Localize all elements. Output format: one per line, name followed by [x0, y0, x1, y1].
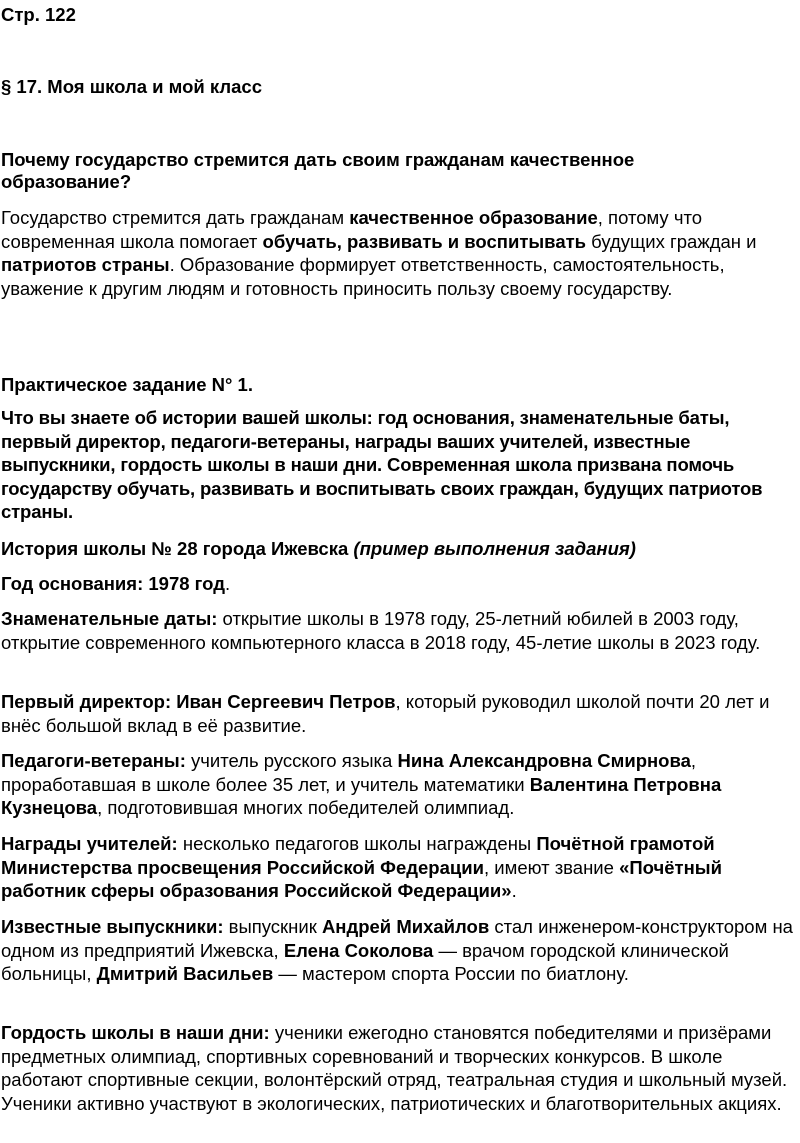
- text-segment: , который руководил школой почти 20 лет и внёс большой вклад в её развитие.: [1, 691, 770, 736]
- veterans-paragraph: [1, 749, 798, 820]
- bold-text-segment: патриотов страны: [1, 254, 170, 275]
- text-segment: .: [511, 880, 517, 901]
- text-segment: — врачом городской клинической больницы,: [1, 939, 729, 984]
- text-segment: учитель русского языка: [185, 750, 398, 771]
- bold-text-segment: Елена Соколова: [283, 939, 434, 961]
- bold-text-segment: Год основания: 1978 год: [1, 573, 225, 594]
- text-segment: стал инженером-конструктором на одном из предприятий Ижевска,: [1, 916, 793, 961]
- text-segment: Государство стремится дать гражданам: [1, 207, 350, 228]
- text-segment: выпускник: [223, 916, 322, 937]
- bold-text-segment: «Почётный работник сферы образования Российской Федерации»: [1, 856, 722, 901]
- history-note: (пример выполнения задания): [353, 538, 636, 559]
- bold-text-segment: Первый директор: Иван Сергеевич Петров: [1, 691, 396, 712]
- dates-paragraph: [1, 607, 798, 654]
- bold-text-segment: Педагоги-ветераны:: [1, 750, 186, 771]
- text-segment: открытие школы в 1978 году, 25-летний юбилей в 2003 году, открытие современного компьютерного класса в 2018 году, 45-летие школы в 2023 году.: [1, 608, 761, 653]
- text-segment: будущих граждан и: [586, 230, 757, 252]
- bold-text-segment: Гордость школы в наши дни:: [1, 1022, 270, 1043]
- text-segment: ученики ежегодно становятся победителями и призёрами предметных олимпиад, спортивных соревнований и творческих конкурсов. В школе работают спортивные секции, волонтёрский отряд, театральная студия и школьный музей. Ученики активно участвуют в экологических, патриотических и благотворительных акциях.: [1, 1022, 788, 1114]
- director-paragraph: [1, 690, 798, 737]
- bold-text-segment: Знаменательные даты:: [1, 608, 218, 629]
- history-heading: [1, 537, 798, 561]
- bold-text-segment: Почётной грамотой Министерства просвещения Российской Федерации: [1, 833, 715, 878]
- text-segment: , имеют звание: [484, 856, 620, 878]
- bold-text-segment: Дмитрий Васильев: [96, 963, 274, 984]
- page-number: Стр. 122: [1, 4, 76, 25]
- text-segment: . Образование формирует ответственность, самостоятельность, уважение к другим людям и готовность приносить пользу своему государству.: [1, 254, 725, 299]
- question-heading: Почему государство стремится дать своим гражданам качественное образование?: [1, 149, 635, 192]
- founded-line: [1, 572, 798, 596]
- section-title: § 17. Моя школа и мой класс: [1, 76, 263, 97]
- bold-text-segment: обучать, развивать и воспитывать: [262, 230, 587, 252]
- bold-text-segment: качественное образование: [349, 207, 598, 228]
- text-segment: — мастером спорта России по биатлону.: [273, 963, 629, 984]
- text-segment: , проработавшая в школе более 35 лет, и учитель математики: [1, 750, 697, 795]
- bold-text-segment: Андрей Михайлов: [321, 916, 490, 937]
- text-segment: , подготовившая многих победителей олимпиад.: [97, 797, 515, 818]
- pride-paragraph: [1, 1021, 798, 1115]
- bold-text-segment: Валентина Петровна Кузнецова: [1, 773, 722, 818]
- awards-paragraph: [1, 832, 798, 903]
- history-title: История школы № 28 города Ижевска: [1, 538, 349, 559]
- bold-text-segment: Нина Александровна Смирнова: [397, 750, 691, 771]
- alumni-paragraph: [1, 915, 798, 986]
- text-segment: несколько педагогов школы награждены: [177, 833, 537, 854]
- task-prompt: Что вы знаете об истории вашей школы: год основания, знаменательные баты, первый директор, педагоги-ветераны, награды ваших учителей, известные выпускники, гордость школы в наши дни. Современная школа призвана помочь государству обучать, развивать и воспитывать своих граждан, будущих патриотов страны.: [1, 407, 763, 522]
- bold-text-segment: Награды учителей:: [1, 833, 178, 854]
- bold-text-segment: Известные выпускники:: [1, 916, 224, 937]
- text-segment: , потому что современная школа помогает: [1, 207, 703, 252]
- answer-paragraph: [1, 206, 798, 300]
- text-segment: .: [224, 573, 231, 594]
- task-title: Практическое задание N° 1.: [1, 374, 253, 395]
